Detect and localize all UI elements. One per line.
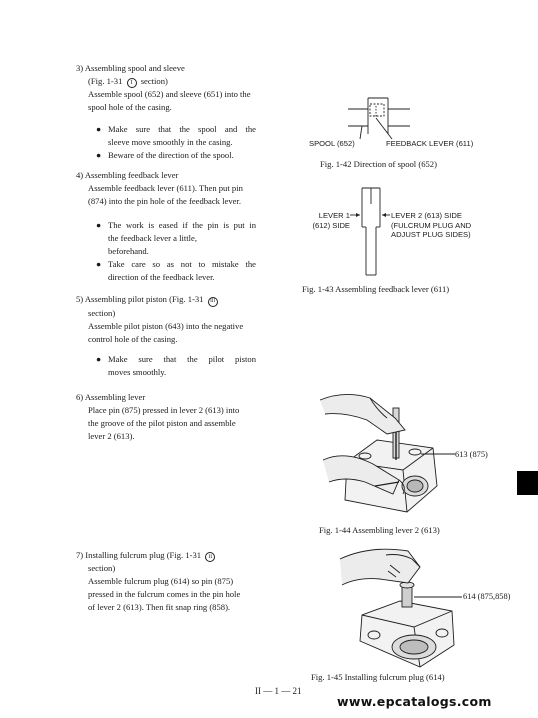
section-3-bullet-1-line1: Make sure that the spool and the — [108, 124, 256, 134]
figure-1-44 — [315, 390, 515, 520]
label-614-875-858: 614 (875,858) — [463, 592, 511, 601]
section-3-bullet-1 — [96, 123, 256, 149]
section-6-line1: Place pin (875) pressed in lever 2 (613) into — [88, 405, 240, 415]
section-4-line2: (874) into the pin hole of the feedback lever. — [88, 196, 241, 206]
section-4-bullets — [96, 219, 256, 284]
bullet-icon: ● — [96, 150, 102, 160]
section-3-bullet-2 — [96, 149, 256, 162]
section-5-bullet-1 — [96, 353, 256, 379]
label-613-875: 613 (875) — [455, 450, 488, 459]
label-lever-2 — [391, 211, 471, 240]
section-7-ref-mark: II — [205, 552, 215, 562]
section-3-heading: 3) Assembling spool and sleeve — [76, 63, 185, 73]
bullet-icon: ● — [96, 354, 102, 364]
label-lever-2-line3: ADJUST PLUG SIDES) — [391, 230, 471, 239]
label-spool: SPOOL (652) — [309, 139, 355, 148]
figure-1-45 — [330, 545, 520, 670]
section-4-heading: 4) Assembling feedback lever — [76, 170, 179, 180]
section-6-line2: the groove of the pilot piston and assemble — [88, 418, 236, 428]
section-7-heading-text: 7) Installing fulcrum plug (Fig. 1-31 — [76, 550, 202, 560]
section-3-line2: spool hole of the casing. — [88, 102, 172, 112]
label-lever-2-line2: (FULCRUM PLUG AND — [391, 220, 472, 230]
section-3-line1: Assemble spool (652) and sleeve (651) into the — [88, 89, 251, 99]
section-3-ref — [76, 75, 276, 88]
section-3-bullet-1-line2: sleeve move smoothly in the casing. — [108, 137, 233, 147]
bullet-icon: ● — [96, 259, 102, 269]
section-5-line2: control hole of the casing. — [88, 334, 178, 344]
section-7-line2: pressed in the fulcrum comes in the pin hole — [88, 589, 241, 599]
section-5-line0: section) — [88, 308, 116, 318]
fulcrum-plug-install-photo — [330, 545, 520, 670]
section-5-ref-mark: III — [208, 297, 218, 307]
section-3-ref-post: section) — [140, 76, 168, 86]
label-lever-1 — [304, 211, 350, 230]
section-3-bullets — [96, 123, 256, 162]
footer-url: www.epcatalogs.com — [337, 694, 492, 709]
section-6-heading: 6) Assembling lever — [76, 392, 146, 402]
section-6 — [76, 391, 276, 443]
section-7-line1: Assemble fulcrum plug (614) so pin (875) — [88, 576, 234, 586]
label-lever-2-line1: LEVER 2 (613) SIDE — [391, 211, 462, 220]
section-5-heading-text: 5) Assembling pilot piston (Fig. 1-31 — [76, 294, 204, 304]
section-4-bullet-2-line1: Take care so as not to mistake the — [108, 259, 256, 269]
section-7-heading — [76, 549, 276, 562]
section-5-bullets — [96, 353, 256, 379]
section-5-line1: Assemble pilot piston (643) into the negative — [88, 321, 244, 331]
section-5 — [76, 293, 276, 346]
section-tab-marker — [517, 471, 538, 495]
section-3-ref-pre: (Fig. 1-31 — [88, 76, 123, 86]
section-7 — [76, 549, 276, 614]
section-4-bullet-2-line2: direction of the feedback lever. — [108, 272, 215, 282]
section-4-line1: Assemble feedback lever (611). Then put pin — [88, 183, 243, 193]
section-3-bullet-2-text: Beware of the direction of the spool. — [108, 150, 234, 160]
bullet-icon: ● — [96, 124, 102, 134]
section-4-bullet-1-line2: the feedback lever a little, — [108, 233, 197, 243]
section-4-bullet-2 — [96, 258, 256, 284]
page-number: II — 1 — 21 — [255, 686, 302, 696]
section-3-ref-mark: I — [127, 78, 137, 88]
section-4 — [76, 169, 276, 208]
caption-fig-1-44: Fig. 1-44 Assembling lever 2 (613) — [319, 525, 440, 535]
section-4-bullet-1 — [96, 219, 256, 258]
caption-fig-1-42: Fig. 1-42 Direction of spool (652) — [320, 159, 437, 169]
section-5-bullet-1-line2: moves smoothly. — [108, 367, 167, 377]
figure-1-43 — [290, 180, 510, 285]
caption-fig-1-45: Fig. 1-45 Installing fulcrum plug (614) — [311, 672, 445, 682]
caption-fig-1-43: Fig. 1-43 Assembling feedback lever (611) — [302, 284, 450, 294]
label-feedback-lever: FEEDBACK LEVER (611) — [386, 139, 474, 148]
section-6-line3: lever 2 (613). — [88, 431, 135, 441]
section-5-bullet-1-line1: Make sure that the pilot piston — [108, 354, 256, 364]
label-lever-1-line2: (612) SIDE — [312, 220, 350, 230]
section-4-bullet-1-line1: The work is eased if the pin is put in — [108, 220, 256, 230]
section-7-line3: of lever 2 (613). Then fit snap ring (858). — [88, 602, 231, 612]
bullet-icon: ● — [96, 220, 102, 230]
section-3 — [76, 62, 276, 114]
label-lever-1-line1: LEVER 1 — [318, 211, 350, 220]
section-4-bullet-1-line3: beforehand. — [108, 246, 149, 256]
section-5-heading — [76, 293, 276, 307]
section-7-line0: section) — [88, 563, 116, 573]
